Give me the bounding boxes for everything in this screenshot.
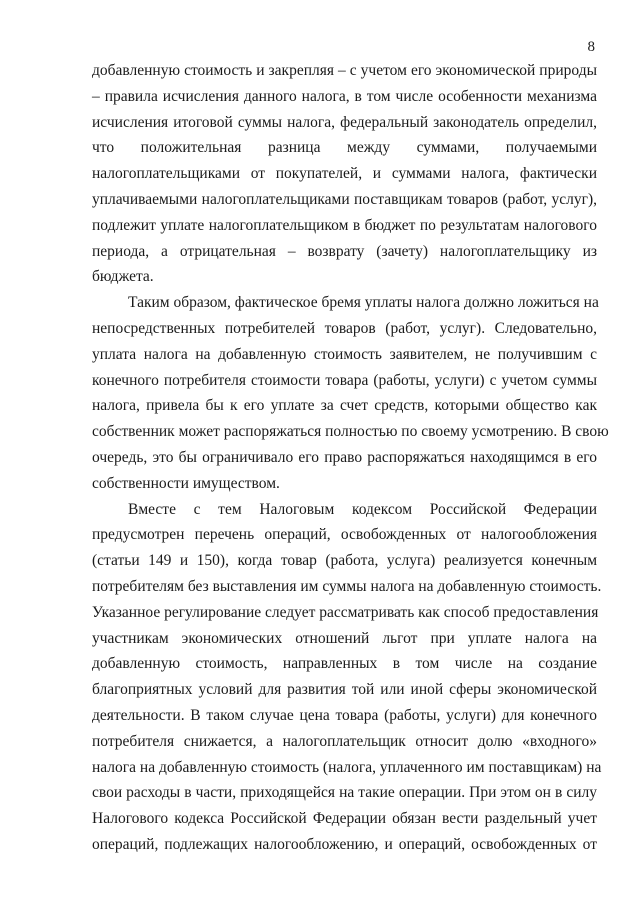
body-text: [92, 58, 609, 858]
text-line: (статьи 149 и 150), когда товар (работа, услуга) реализуется конечным: [92, 552, 597, 570]
text-line: налога, привела бы к его уплате за счет средств, которыми общество как: [92, 397, 597, 415]
text-line: налогоплательщиками от покупателей, и суммами налога, фактически: [92, 165, 597, 183]
text-line: собственник может распоряжаться полностью по своему усмотрению. В свою: [92, 423, 609, 441]
text-line: что положительная разница между суммами, получаемыми: [92, 139, 597, 157]
text-line: добавленную стоимость и закрепляя – с учетом его экономической природы: [92, 62, 597, 79]
text-line: бюджета.: [92, 268, 154, 286]
text-line: участникам экономических отношений льгот при уплате налога на: [92, 629, 597, 647]
paragraph-first-line: Вместе с тем Налоговым кодексом Российской Федерации: [128, 500, 597, 518]
text-line: непосредственных потребителей товаров (работ, услуг). Следовательно,: [92, 319, 597, 337]
text-line: свои расходы в части, приходящейся на такие операции. При этом он в силу: [92, 784, 597, 802]
text-line: добавленную стоимость, направленных в том числе на создание: [92, 655, 597, 673]
text-line: очередь, это бы ограничивало его право распоряжаться находящимся в его: [92, 448, 597, 466]
text-line: потребителя снижается, а налогоплательщик относит долю «входного»: [92, 732, 597, 750]
text-line: собственности имуществом.: [92, 474, 280, 492]
text-line: подлежит уплате налогоплательщиком в бюджет по результатам налогового: [92, 216, 597, 234]
text-line: операций, подлежащих налогообложению, и операций, освобожденных от: [92, 835, 597, 853]
text-line: Указанное регулирование следует рассматривать как способ предоставления: [92, 603, 599, 621]
text-line: потребителям без выставления им суммы налога на добавленную стоимость.: [92, 577, 602, 595]
text-line: периода, а отрицательная – возврату (зачету) налогоплательщику из: [92, 242, 597, 260]
text-line: конечного потребителя стоимости товара (работы, услуги) с учетом суммы: [92, 371, 597, 389]
page-number: 8: [587, 39, 595, 55]
text-line: уплачиваемыми налогоплательщиками поставщикам товаров (работ, услуг),: [92, 190, 597, 208]
text-line: деятельности. В таком случае цена товара (работы, услуги) для конечного: [92, 706, 597, 724]
text-line: благоприятных условий для развития той или иной сферы экономической: [92, 681, 597, 699]
paragraph-first-line: Таким образом, фактическое бремя уплаты налога должно ложиться на: [128, 294, 599, 312]
text-line: предусмотрен перечень операций, освобожденных от налогообложения: [92, 526, 597, 544]
text-line: уплата налога на добавленную стоимость заявителем, не получившим с: [92, 345, 597, 363]
text-line: – правила исчисления данного налога, в том числе особенности механизма: [92, 87, 597, 105]
text-line: Налогового кодекса Российской Федерации обязан вести раздельный учет: [92, 810, 597, 828]
text-line: налога на добавленную стоимость (налога, уплаченного им поставщикам) на: [92, 758, 602, 776]
text-line: исчисления итоговой суммы налога, федеральный законодатель определил,: [92, 113, 597, 131]
